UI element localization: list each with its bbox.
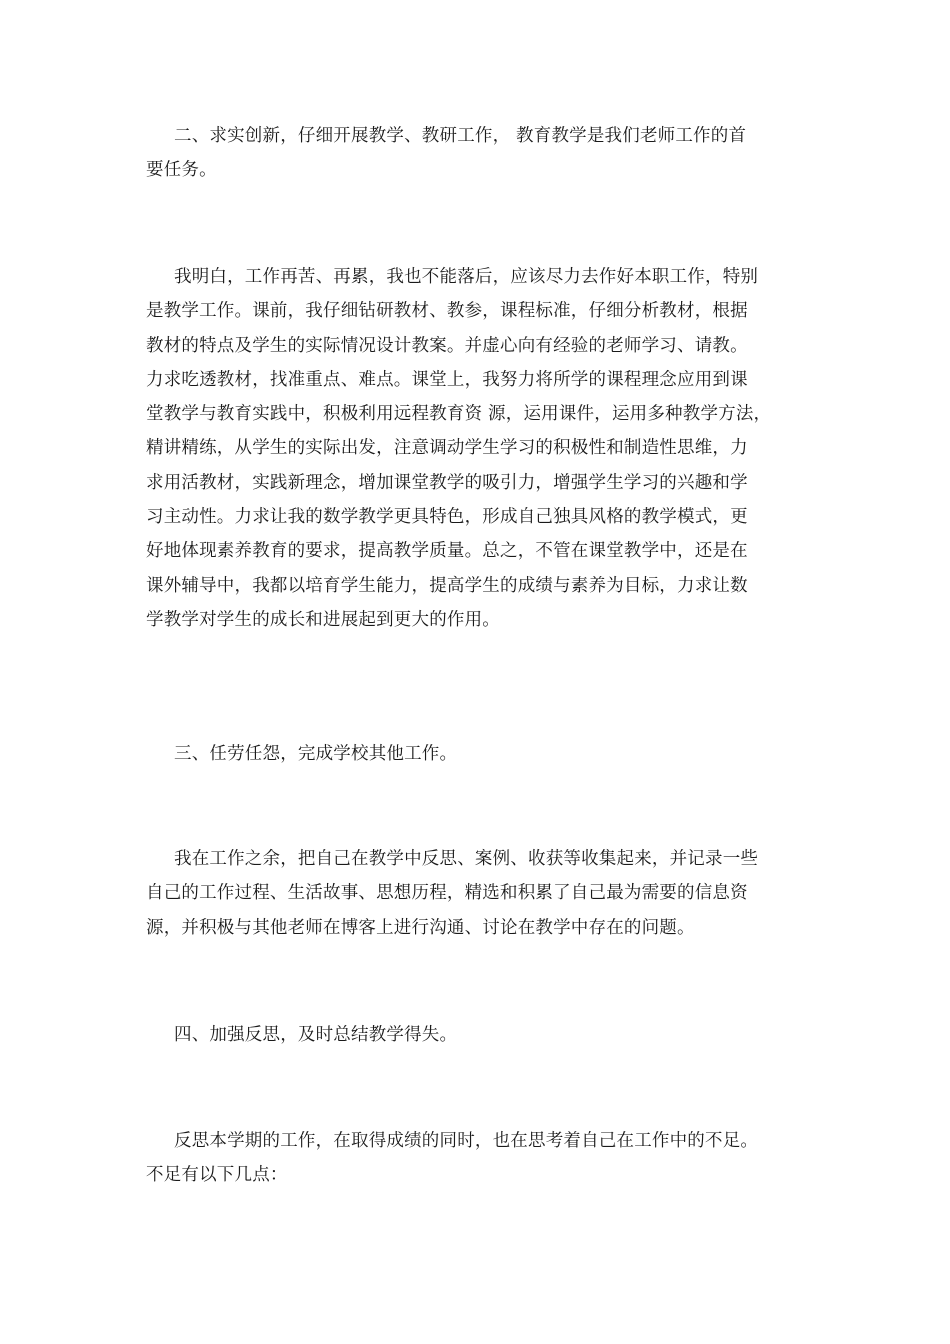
text-line: 力求吃透教材，找准重点、难点。课堂上，我努力将所学的课程理念应用到课 — [146, 369, 748, 390]
section-three-heading — [146, 737, 826, 771]
reflection-paragraph — [146, 1124, 826, 1193]
text-line: 教材的特点及学生的实际情况设计教案。并虚心向有经验的老师学习、请教。 — [146, 335, 748, 356]
text-line: 二、求实创新，仔细开展教学、教研工作， 教育教学是我们老师工作的首 — [174, 126, 747, 146]
text-line: 不足有以下几点： — [146, 1165, 288, 1186]
text-line: 我明白，工作再苦、再累，我也不能落后，应该尽力去作好本职工作，特别 — [174, 267, 759, 287]
text-line: 我在工作之余，把自己在教学中反思、案例、收获等收集起来，并记录一些 — [174, 849, 759, 869]
other-work-paragraph — [146, 842, 826, 945]
text-line: 学教学对学生的成长和进展起到更大的作用。 — [146, 609, 500, 630]
text-line: 三、任劳任怨，完成学校其他工作。 — [174, 744, 458, 764]
teaching-work-paragraph — [146, 260, 826, 637]
text-line: 精讲精练，从学生的实际出发，注意调动学生学习的积极性和制造性思维，力 — [146, 438, 748, 459]
text-line: 习主动性。力求让我的数学教学更具特色，形成自己独具风格的教学模式，更 — [146, 507, 748, 528]
section-two-heading — [146, 119, 826, 188]
text-line: 好地体现素养教育的要求，提高教学质量。总之，不管在课堂教学中，还是在 — [146, 541, 748, 562]
section-four-heading — [146, 1018, 826, 1052]
text-line: 课外辅导中，我都以培育学生能力，提高学生的成绩与素养为目标，力求让数 — [146, 575, 748, 596]
text-line: 堂教学与教育实践中，积极利用远程教育资 源，运用课件，运用多种教学方法， — [146, 404, 772, 425]
text-line: 源，并积极与其他老师在博客上进行沟通、讨论在教学中存在的问题。 — [146, 917, 695, 938]
text-line: 求用活教材，实践新理念，增加课堂教学的吸引力，增强学生学习的兴趣和学 — [146, 472, 748, 493]
text-line: 四、加强反思，及时总结教学得失。 — [174, 1025, 458, 1045]
text-line: 要任务。 — [146, 160, 217, 181]
text-line: 自己的工作过程、生活故事、思想历程，精选和积累了自己最为需要的信息资 — [146, 883, 748, 904]
text-line: 反思本学期的工作，在取得成绩的同时，也在思考着自己在工作中的不足。 — [174, 1131, 759, 1151]
text-line: 是教学工作。课前，我仔细钻研教材、教参，课程标准，仔细分析教材，根据 — [146, 301, 748, 322]
